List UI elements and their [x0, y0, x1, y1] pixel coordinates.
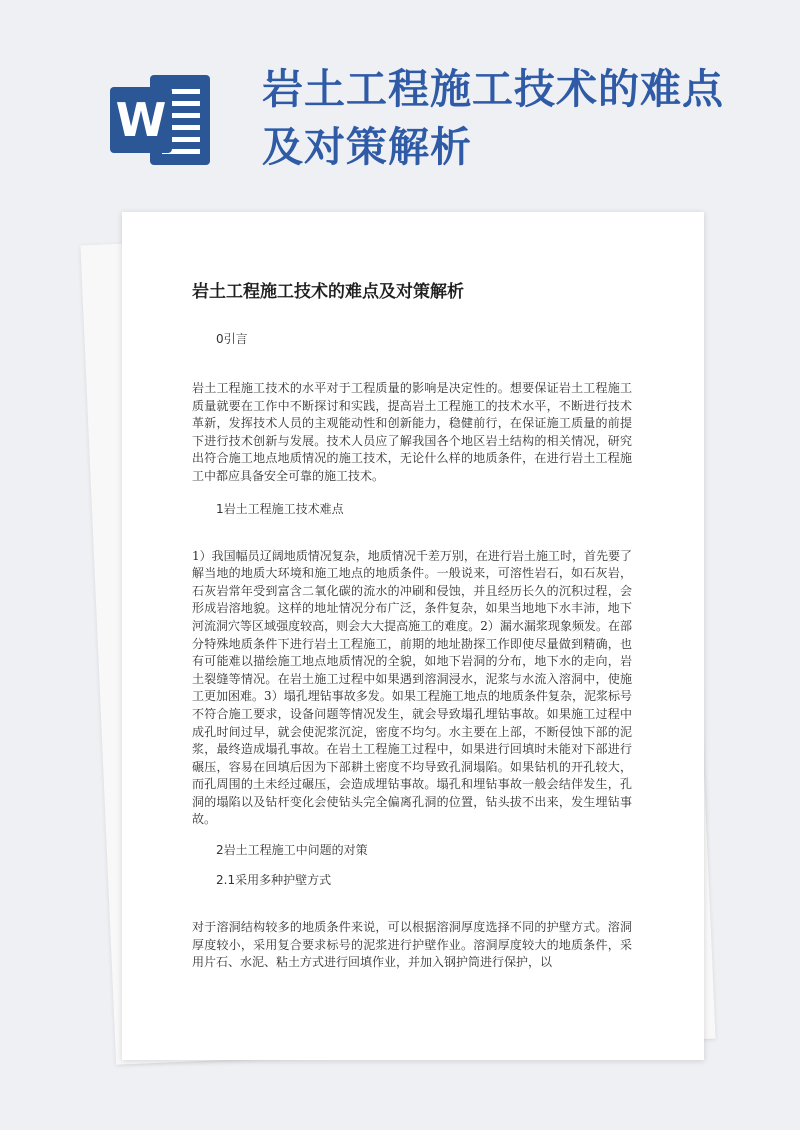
- heading-technical-difficulties: 1岩土工程施工技术难点: [216, 501, 344, 516]
- heading-countermeasures: 2岩土工程施工中问题的对策: [216, 843, 368, 858]
- banner-title: 岩土工程施工技术的难点及对策解析: [262, 65, 724, 171]
- header: [0, 0, 800, 230]
- heading-wall-protection: 2.1采用多种护壁方式: [216, 873, 332, 888]
- paragraph-wall-protection: 对于溶洞结构较多的地质条件来说，可以根据溶洞厚度选择不同的护壁方式。溶洞厚度较小，采用复合要求标号的泥浆进行护壁作业。溶洞厚度较大的地质条件，采用片石、水泥、粘土方式进行回填作业，并加入钢护筒进行保护，以: [192, 920, 632, 970]
- heading-introduction: 0引言: [216, 332, 248, 346]
- word-document-icon: [110, 75, 210, 165]
- document-title: 岩土工程施工技术的难点及对策解析: [192, 282, 464, 302]
- document-page: [122, 212, 704, 1060]
- paragraph-technical-difficulties: 1）我国幅员辽阔地质情况复杂，地质情况千差万别，在进行岩土施工时，首先要了解当地的地质大环境和施工地点的地质条件。一般说来，可溶性岩石，如石灰岩，石灰岩常年受到富含二氧化碳的流水的冲刷和侵蚀，并且经历长久的沉积过程，会形成岩溶地貌。这样的地址情况分布广泛，条件复杂，如果当地地下水丰沛，地下河流洞穴等区域强度较高，则会大大提高施工的难度。2）漏水漏浆现象频发。在部分特殊地质条件下进行岩土工程施工，前期的地址勘探工作即使尽量做到精确，也有可能难以描绘施工地点地质情况的全貌，如地下岩洞的分布，地下水的走向，岩土裂缝等情况。在岩土施工过程中如果遇到溶洞浸水，泥浆与水流入溶洞中，使施工更加困难。3）塌孔埋钻事故多发。如果工程施工地点的地质条件复杂，泥浆标号不符合施工要求，设备问题等情况发生，就会导致塌孔埋钻事故。如果施工过程中成孔时间过早，就会使泥浆沉淀，密度不均匀。水主要在上部，不断侵蚀下部的泥浆，最终造成塌孔事故。在岩土工程施工过程中，如果进行回填时未能对下部进行碾压，容易在回填后因为下部耕土密度不均导致孔洞塌陷。如果钻机的开孔较大，而孔周围的土未经过碾压，会造成埋钻事故。塌孔和埋钻事故一般会结伴发生，孔洞的塌陷以及钻杆变化会使钻头完全偏离孔洞的位置，钻头拔不出来，发生埋钻事故。: [192, 548, 632, 827]
- document-body: [192, 280, 632, 972]
- paragraph-introduction: 岩土工程施工技术的水平对于工程质量的影响是决定性的。想要保证岩土工程施工质量就要在工作中不断探讨和实践，提高岩土工程施工的技术水平，不断进行技术革新，发挥技术人员的主观能动性和创新能力，稳健前行，在保证施工质量的前提下进行技术创新与发展。技术人员应了解我国各个地区岩土结构的相关情况，研究出符合施工地点地质情况的施工技术，无论什么样的地质条件，在进行岩土工程施工中都应具备安全可靠的施工技术。: [192, 381, 632, 483]
- word-letter-icon: W: [110, 87, 172, 153]
